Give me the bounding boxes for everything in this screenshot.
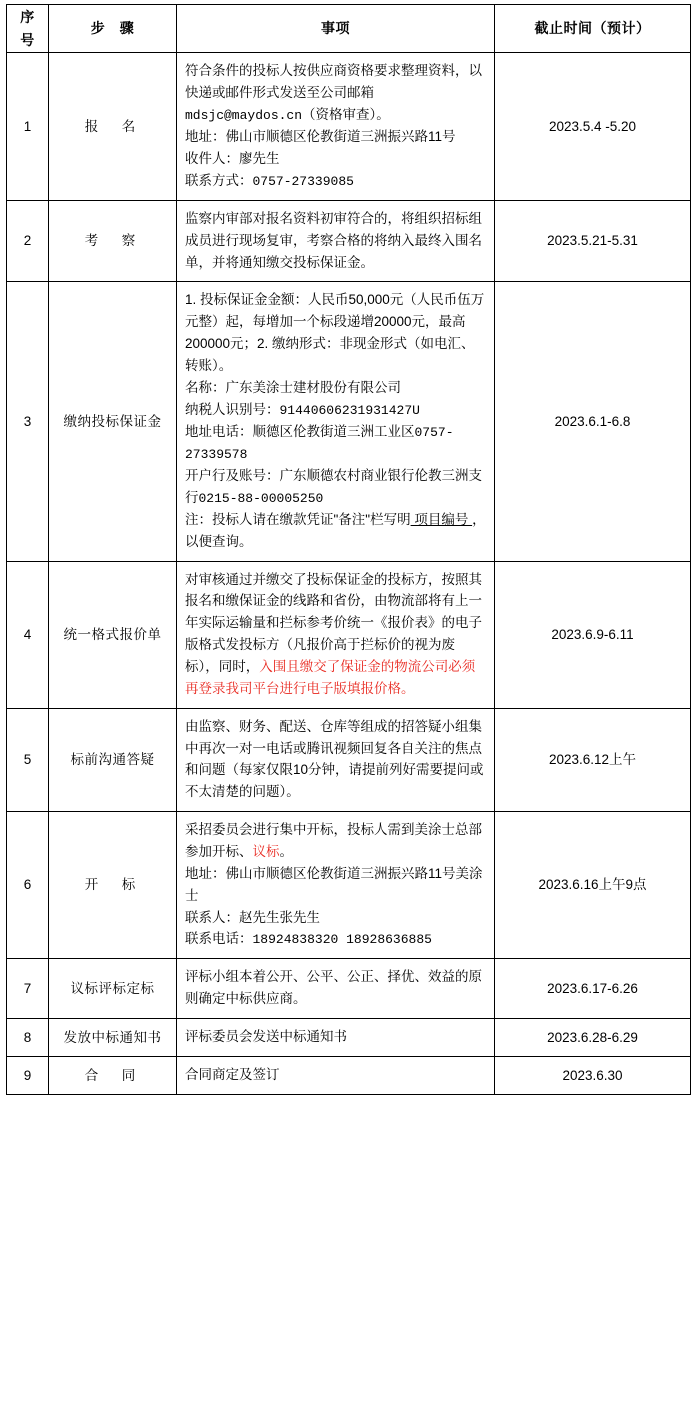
row-step-label: 报 名 xyxy=(84,118,141,134)
row-deadline: 2023.5.4 -5.20 xyxy=(495,53,691,201)
row-step: 发放中标通知书 xyxy=(49,1019,177,1057)
row-item xyxy=(177,561,495,708)
row-item-line: 注：投标人请在缴款凭证"备注"栏写明 项目编号 ，以便查询。 xyxy=(185,511,486,549)
table-row xyxy=(7,200,691,282)
row-item-line: 1. 投标保证金金额：人民币50,000元（人民币伍万元整）起，每增加一个标段递增20000元，最高200000元；2. 缴纳形式：非现金形式（如电汇、转账）。 xyxy=(185,292,485,374)
row-step xyxy=(49,200,177,282)
row-step-label: 开 标 xyxy=(84,877,141,893)
table-row xyxy=(7,282,691,561)
row-step: 议标评标定标 xyxy=(49,959,177,1019)
row-item-line: 采招委员会进行集中开标，投标人需到美涂士总部参加开标、议标。 xyxy=(185,822,482,859)
row-number: 6 xyxy=(7,812,49,959)
table-row xyxy=(7,812,691,959)
row-item xyxy=(177,812,495,959)
row-item-line: 联系方式：0757-27339085 xyxy=(185,172,354,189)
row-deadline: 2023.6.16上午9点 xyxy=(495,812,691,959)
row-number: 8 xyxy=(7,1019,49,1057)
row-item-line: 名称：广东美涂士建材股份有限公司 xyxy=(185,379,401,395)
row-item xyxy=(177,1057,495,1095)
row-deadline: 2023.6.30 xyxy=(495,1057,691,1095)
column-header-deadline: 截止时间（预计） xyxy=(495,5,691,53)
table-row xyxy=(7,561,691,708)
row-number: 3 xyxy=(7,282,49,561)
table-row xyxy=(7,53,691,201)
row-item-line: 符合条件的投标人按供应商资格要求整理资料，以快递或邮件形式发送至公司邮箱mdsjc@maydos.cn（资格审查）。 xyxy=(185,63,482,124)
row-deadline: 2023.6.12上午 xyxy=(495,708,691,811)
column-header-step: 步 骤 xyxy=(49,5,177,53)
row-step xyxy=(49,812,177,959)
row-step: 统一格式报价单 xyxy=(49,561,177,708)
row-item-line: 联系电话：18924838320 18928636885 xyxy=(185,931,432,948)
row-number: 4 xyxy=(7,561,49,708)
row-item-line: 合同商定及签订 xyxy=(185,1067,280,1083)
row-item-line: 评标委员会发送中标通知书 xyxy=(185,1029,347,1045)
row-number: 2 xyxy=(7,200,49,282)
row-item-highlight: 入围且缴交了保证金的物流公司必须再登录我司平台进行电子版填报价格。 xyxy=(185,658,476,696)
row-item xyxy=(177,53,495,201)
row-deadline: 2023.6.9-6.11 xyxy=(495,561,691,708)
table-row xyxy=(7,1057,691,1095)
table-row xyxy=(7,959,691,1019)
row-item-line: 对审核通过并缴交了投标保证金的投标方，按照其报名和缴保证金的线路和省份，由物流部将有上一年实际运输量和拦标参考价统一《报价表》的电子版格式发投标方（凡报价高于拦标价的视为废标），同时，入围且缴交了保证金的物流公司必须再登录我司平台进行电子版填报价格。 xyxy=(185,571,482,696)
row-item-line: 收件人：廖先生 xyxy=(185,150,280,166)
row-step-label: 合 同 xyxy=(84,1067,141,1083)
row-step: 缴纳投标保证金 xyxy=(49,282,177,561)
table-body xyxy=(7,53,691,1095)
table-header-row xyxy=(7,5,691,53)
row-item xyxy=(177,200,495,282)
row-number: 5 xyxy=(7,708,49,811)
row-step xyxy=(49,53,177,201)
row-item-line: 由监察、财务、配送、仓库等组成的招答疑小组集中再次一对一电话或腾讯视频回复各自关注的焦点和问题（每家仅限10分钟，请提前列好需要提问或不太清楚的问题）。 xyxy=(185,718,484,800)
row-item-line: 评标小组本着公开、公平、公正、择优、效益的原则确定中标供应商。 xyxy=(185,969,482,1007)
row-step xyxy=(49,1057,177,1095)
row-item-highlight: 议标 xyxy=(252,843,280,859)
row-item xyxy=(177,959,495,1019)
row-number: 9 xyxy=(7,1057,49,1095)
bidding-schedule-table xyxy=(6,4,691,1095)
row-item xyxy=(177,1019,495,1057)
row-item xyxy=(177,708,495,811)
row-item-line: 监察内审部对报名资料初审符合的，将组织招标组成员进行现场复审，考察合格的将纳入最终入围名单，并将通知缴交投标保证金。 xyxy=(185,210,482,270)
row-item-line: 地址电话：顺德区伦教街道三洲工业区0757-27339578 xyxy=(185,423,454,462)
row-deadline: 2023.6.1-6.8 xyxy=(495,282,691,561)
row-number: 1 xyxy=(7,53,49,201)
row-item-line: 联系人：赵先生张先生 xyxy=(185,909,320,925)
row-deadline: 2023.5.21-5.31 xyxy=(495,200,691,282)
column-header-no: 序 号 xyxy=(7,5,49,53)
table-row xyxy=(7,708,691,811)
row-deadline: 2023.6.28-6.29 xyxy=(495,1019,691,1057)
row-item-line: 纳税人识别号：91440606231931427U xyxy=(185,401,420,418)
column-header-item: 事项 xyxy=(177,5,495,53)
row-item-line: 地址：佛山市顺德区伦教街道三洲振兴路11号 xyxy=(185,129,456,145)
table-row xyxy=(7,1019,691,1057)
row-item-line: 开户行及账号：广东顺德农村商业银行伦教三洲支行0215-88-00005250 xyxy=(185,467,482,506)
row-deadline: 2023.6.17-6.26 xyxy=(495,959,691,1019)
row-step-label: 考 察 xyxy=(84,233,141,249)
table-header xyxy=(7,5,691,53)
row-number: 7 xyxy=(7,959,49,1019)
row-item-line: 地址：佛山市顺德区伦教街道三洲振兴路11号美涂士 xyxy=(185,865,483,903)
row-step: 标前沟通答疑 xyxy=(49,708,177,811)
row-item xyxy=(177,282,495,561)
